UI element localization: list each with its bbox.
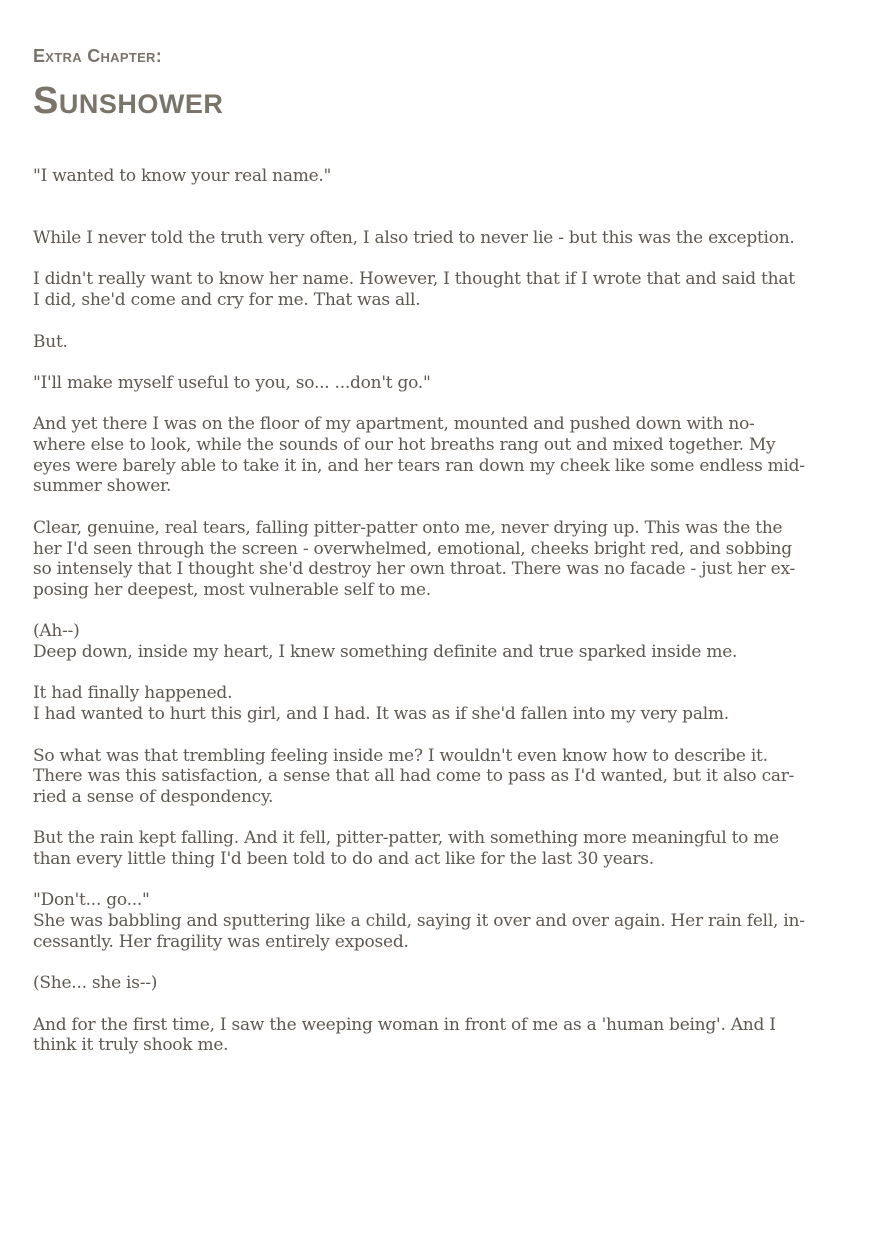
paragraph [33,518,845,601]
paragraph-line: (Ah--) [33,621,80,642]
paragraph [33,828,845,869]
paragraph [33,414,845,497]
paragraph-line: "I wanted to know your real name." [33,166,332,186]
paragraph-line: Clear, genuine, real tears, falling pitter-patter onto me, never drying up. This was the the [33,517,783,538]
paragraph-line: It had finally happened. [33,683,233,704]
paragraph-line: Deep down, inside my heart, I knew something definite and true sparked inside me. [33,642,738,663]
paragraph-line: "Don't... go..." [33,890,150,911]
paragraph-line: I had wanted to hurt this girl, and I had. It was as if she'd fallen into my very palm. [33,704,729,725]
paragraph-line: so intensely that I thought she'd destroy her own throat. There was no facade - just her ex- [33,559,796,580]
paragraph-line: But the rain kept falling. And it fell, pitter-patter, with something more meaningful to me [33,828,779,849]
paragraph [33,621,845,662]
paragraph-line: So what was that trembling feeling inside me? I wouldn't even know how to describe it. [33,745,768,766]
paragraph-line: think it truly shook me. [33,1035,229,1056]
paragraph [33,166,845,187]
paragraph-line: There was this satisfaction, a sense that all had come to pass as I'd wanted, but it also car- [33,766,795,787]
paragraph-line: While I never told the truth very often, I also tried to never lie - but this was the exception. [33,228,795,249]
paragraph-line: And for the first time, I saw the weeping woman in front of me as a 'human being'. And I [33,1014,776,1035]
paragraph-line: cessantly. Her fragility was entirely exposed. [33,931,409,952]
paragraph [33,269,845,310]
paragraph-line: where else to look, while the sounds of our hot breaths rang out and mixed together. My [33,435,776,456]
paragraph-line: ried a sense of despondency. [33,786,274,807]
paragraph [33,683,845,724]
paragraph [33,332,845,353]
paragraph-line: summer shower. [33,476,172,497]
paragraph-line: I didn't really want to know her name. However, I thought that if I wrote that and said that [33,269,795,290]
paragraph [33,746,845,808]
paragraph-line: And yet there I was on the floor of my apartment, mounted and pushed down with no- [33,414,755,435]
paragraph-line: her I'd seen through the screen - overwhelmed, emotional, cheeks bright red, and sobbing [33,538,792,559]
paragraph-line: I did, she'd come and cry for me. That was all. [33,290,421,311]
paragraph [33,1015,845,1056]
paragraph-line: She was babbling and sputtering like a child, saying it over and over again. Her rain fell, in- [33,911,805,932]
paragraph [33,228,845,249]
chapter-body [33,166,845,1077]
paragraph [33,373,845,394]
paragraph [33,973,845,994]
chapter-label: Extra Chapter: [33,46,163,66]
paragraph-line: than every little thing I'd been told to do and act like for the last 30 years. [33,849,654,870]
paragraph-line: (She... she is--) [33,973,158,994]
chapter-title: Sunshower [33,80,224,122]
paragraph [33,890,845,952]
paragraph-line: But. [33,331,68,352]
paragraph-line: "I'll make myself useful to you, so... ...don't go." [33,372,431,393]
paragraph-line: posing her deepest, most vulnerable self to me. [33,579,431,600]
paragraph-line: eyes were barely able to take it in, and her tears ran down my cheek like some endless mid- [33,455,805,476]
